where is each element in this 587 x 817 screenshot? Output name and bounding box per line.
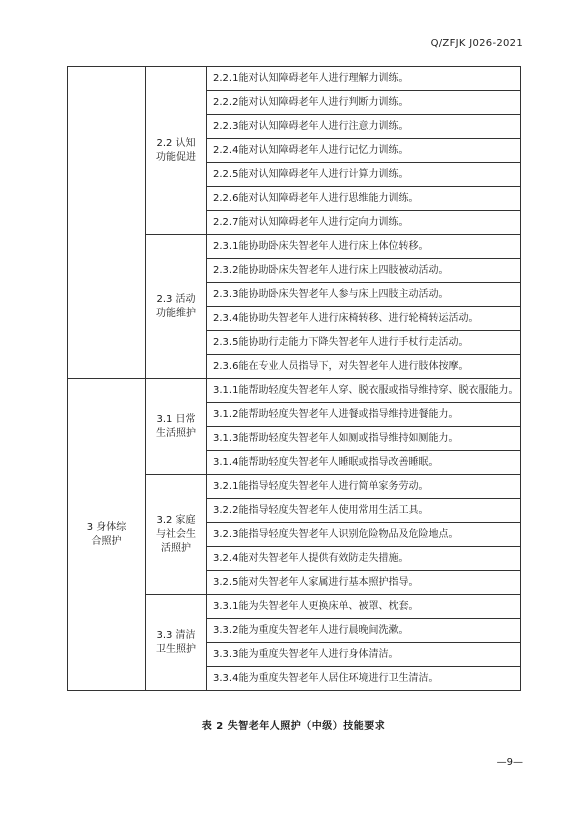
skill-item: 2.2.6能对认知障碍老年人进行思维能力训练。 (207, 187, 521, 211)
skill-item: 3.2.3能指导轻度失智老年人识别危险物品及危险地点。 (207, 523, 521, 547)
skill-item: 3.3.1能为失智老年人更换床单、被罩、枕套。 (207, 595, 521, 619)
skill-item: 3.1.3能帮助轻度失智老年人如厕或指导维持如厕能力。 (207, 427, 521, 451)
skill-item: 3.3.2能为重度失智老年人进行晨晚间洗漱。 (207, 619, 521, 643)
skill-item: 3.3.4能为重度失智老年人居住环境进行卫生清洁。 (207, 667, 521, 691)
skill-item: 2.2.5能对认知障碍老年人进行计算力训练。 (207, 163, 521, 187)
skill-item: 2.3.6能在专业人员指导下，对失智老年人进行肢体按摩。 (207, 355, 521, 379)
table-row (68, 67, 521, 91)
group-label-cell: 3.1 日常生活照护 (146, 379, 207, 475)
skill-item: 2.3.2能协助卧床失智老年人进行床上四肢被动活动。 (207, 259, 521, 283)
table-caption: 表 2 失智老年人照护（中级）技能要求 (201, 721, 386, 732)
level1-label-cell: 3 身体综合照护 (68, 379, 146, 691)
skill-item: 2.3.3能协助卧床失智老年人参与床上四肢主动活动。 (207, 283, 521, 307)
group-label-cell: 2.2 认知功能促进 (146, 67, 207, 235)
skill-item: 3.2.4能对失智老年人提供有效防走失措施。 (207, 547, 521, 571)
skill-item: 2.3.5能协助行走能力下降失智老年人进行手杖行走活动。 (207, 331, 521, 355)
skill-item: 3.2.5能对失智老年人家属进行基本照护指导。 (207, 571, 521, 595)
skill-item: 3.1.1能帮助轻度失智老年人穿、脱衣服或指导维持穿、脱衣服能力。 (207, 379, 521, 403)
skill-item: 2.2.1能对认知障碍老年人进行理解力训练。 (207, 67, 521, 91)
skill-item: 3.2.1能指导轻度失智老年人进行简单家务劳动。 (207, 475, 521, 499)
document-code: Q/ZFJK J026-2021 (430, 38, 523, 49)
skill-item: 3.3.3能为重度失智老年人进行身体清洁。 (207, 643, 521, 667)
level1-empty-cell (68, 67, 146, 379)
skill-item: 3.1.4能帮助轻度失智老年人睡眠或指导改善睡眠。 (207, 451, 521, 475)
skill-item: 2.3.4能协助失智老年人进行床椅转移、进行轮椅转运活动。 (207, 307, 521, 331)
skill-item: 2.3.1能协助卧床失智老年人进行床上体位转移。 (207, 235, 521, 259)
page-number: —9— (496, 757, 523, 768)
skill-item: 3.1.2能帮助轻度失智老年人进餐或指导维持进餐能力。 (207, 403, 521, 427)
skill-item: 2.2.3能对认知障碍老年人进行注意力训练。 (207, 115, 521, 139)
skill-item: 2.2.7能对认知障碍老年人进行定向力训练。 (207, 211, 521, 235)
group-label-cell: 3.3 清洁卫生照护 (146, 595, 207, 691)
group-label-cell: 2.3 活动功能维护 (146, 235, 207, 379)
skills-table (67, 66, 521, 691)
skill-item: 3.2.2能指导轻度失智老年人使用常用生活工具。 (207, 499, 521, 523)
skill-item: 2.2.4能对认知障碍老年人进行记忆力训练。 (207, 139, 521, 163)
table-row (68, 379, 521, 403)
skill-item: 2.2.2能对认知障碍老年人进行判断力训练。 (207, 91, 521, 115)
group-label-cell: 3.2 家庭与社会生活照护 (146, 475, 207, 595)
